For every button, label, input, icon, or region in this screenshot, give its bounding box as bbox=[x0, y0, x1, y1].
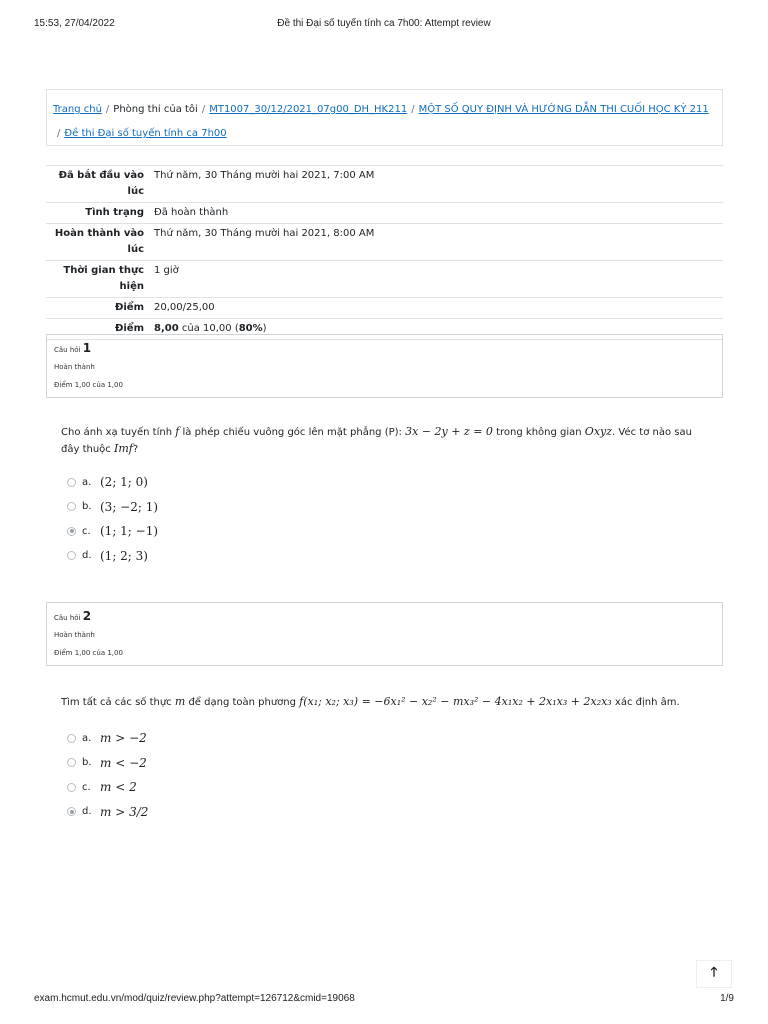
question-number: 2 bbox=[82, 609, 92, 623]
answer-letter: b. bbox=[82, 757, 92, 769]
arrow-up-icon: 🡑 bbox=[710, 964, 718, 979]
grade-score: 8,00 bbox=[154, 323, 179, 334]
answer-list-1 bbox=[67, 470, 667, 568]
summary-value: Đã hoàn thành bbox=[150, 203, 723, 224]
question-text-segment: . Véc tơ nào sau đây thuộc bbox=[61, 427, 692, 455]
attempt-summary-table bbox=[46, 165, 723, 340]
question-text-segment: xác định âm. bbox=[611, 697, 680, 708]
summary-label: Đã bắt đầu vào lúc bbox=[46, 166, 150, 203]
question-number: 1 bbox=[82, 341, 92, 355]
breadcrumb-home-link[interactable]: Trang chủ bbox=[53, 104, 102, 115]
answer-letter: a. bbox=[82, 476, 92, 488]
math-expression: f bbox=[175, 425, 180, 438]
radio-button[interactable] bbox=[67, 758, 76, 767]
breadcrumb-course-link[interactable]: MT1007_30/12/2021_07g00_DH_HK211 bbox=[209, 104, 408, 115]
answer-letter: d. bbox=[82, 806, 92, 818]
print-header bbox=[34, 18, 734, 32]
answer-letter: c. bbox=[82, 525, 91, 537]
question-number-line bbox=[54, 340, 715, 358]
summary-row-marks bbox=[46, 298, 723, 319]
breadcrumb bbox=[46, 89, 723, 146]
print-url: exam.hcmut.edu.vn/mod/quiz/review.php?attempt=126712&cmid=19068 bbox=[34, 993, 355, 1004]
question-grade: Điểm 1,00 của 1,00 bbox=[54, 381, 123, 389]
question-text-segment: Cho ánh xạ tuyến tính bbox=[61, 427, 176, 438]
question-state: Hoàn thành bbox=[54, 631, 95, 639]
summary-row-started bbox=[46, 166, 723, 203]
answer-option[interactable] bbox=[67, 495, 667, 520]
summary-label: Điểm bbox=[46, 298, 150, 319]
answer-value: (3; −2; 1) bbox=[100, 499, 159, 514]
breadcrumb-separator: / bbox=[201, 104, 206, 115]
radio-button-selected[interactable] bbox=[67, 807, 76, 816]
answer-value: m < 2 bbox=[100, 780, 137, 795]
grade-close: ) bbox=[262, 323, 267, 334]
summary-value: 20,00/25,00 bbox=[150, 298, 723, 319]
print-page-number: 1/9 bbox=[720, 993, 734, 1004]
summary-label: Hoàn thành vào lúc bbox=[46, 224, 150, 261]
question-text-segment: Tìm tất cả các số thực bbox=[61, 697, 175, 708]
question-text-segment: để dạng toàn phương bbox=[185, 697, 300, 708]
radio-button-selected[interactable] bbox=[67, 527, 76, 536]
print-datetime: 15:53, 27/04/2022 bbox=[34, 18, 115, 29]
answer-value: m < −2 bbox=[100, 755, 147, 770]
answer-letter: b. bbox=[82, 501, 92, 513]
question-prefix: Câu hỏi bbox=[54, 614, 81, 622]
answer-option[interactable] bbox=[67, 726, 667, 751]
breadcrumb-separator: / bbox=[57, 128, 61, 139]
summary-label: Tình trạng bbox=[46, 203, 150, 224]
answer-option[interactable] bbox=[67, 519, 667, 544]
summary-row-completed bbox=[46, 224, 723, 261]
math-expression: f(x₁; x₂; x₃) = −6x₁² − x₂² − mx₃² − 4x₁x₂ + 2x₁x₃ + 2x₂x₃ bbox=[299, 695, 612, 708]
question-grade: Điểm 1,00 của 1,00 bbox=[54, 649, 123, 657]
answer-option[interactable] bbox=[67, 775, 667, 800]
question-text-2 bbox=[61, 694, 711, 711]
print-page-title: Đề thi Đại số tuyến tính ca 7h00: Attempt review bbox=[277, 18, 491, 29]
radio-button[interactable] bbox=[67, 734, 76, 743]
answer-letter: d. bbox=[82, 550, 92, 562]
answer-letter: a. bbox=[82, 732, 92, 744]
answer-value: m > 3/2 bbox=[100, 804, 149, 819]
grade-out-of: của 10,00 ( bbox=[178, 323, 239, 334]
question-text-segment: là phép chiếu vuông góc lên mặt phẳng (P): bbox=[179, 427, 406, 438]
answer-option[interactable] bbox=[67, 470, 667, 495]
question-prefix: Câu hỏi bbox=[54, 346, 81, 354]
question-info-1 bbox=[46, 334, 723, 398]
answer-value: (1; 2; 3) bbox=[100, 548, 148, 563]
question-number-line bbox=[54, 608, 715, 626]
question-state: Hoàn thành bbox=[54, 363, 95, 371]
breadcrumb-quiz-link[interactable]: Đề thi Đại số tuyến tính ca 7h00 bbox=[64, 128, 227, 139]
answer-option[interactable] bbox=[67, 544, 667, 569]
breadcrumb-section-link[interactable]: MỘT SỐ QUY ĐỊNH VÀ HƯỚNG DẪN THI CUỐI HỌC KỲ 211 bbox=[418, 104, 709, 115]
question-text-segment: trong không gian bbox=[492, 427, 585, 438]
answer-option[interactable] bbox=[67, 751, 667, 776]
math-expression: Imf bbox=[113, 442, 133, 455]
breadcrumb-my-exams: Phòng thi của tôi bbox=[113, 104, 198, 115]
back-to-top-button[interactable] bbox=[696, 960, 732, 988]
answer-letter: c. bbox=[82, 781, 91, 793]
math-expression: 3x − 2y + z = 0 bbox=[405, 425, 493, 438]
answer-value: m > −2 bbox=[100, 731, 147, 746]
math-expression: Oxyz bbox=[584, 425, 613, 438]
summary-label: Điểm bbox=[46, 319, 150, 340]
answer-list-2 bbox=[67, 726, 667, 824]
summary-value: Thứ năm, 30 Tháng mười hai 2021, 7:00 AM bbox=[150, 166, 723, 203]
radio-button[interactable] bbox=[67, 783, 76, 792]
summary-label: Thời gian thực hiện bbox=[46, 261, 150, 298]
answer-value: (2; 1; 0) bbox=[100, 475, 148, 490]
radio-button[interactable] bbox=[67, 478, 76, 487]
breadcrumb-separator: / bbox=[105, 104, 110, 115]
summary-value: Thứ năm, 30 Tháng mười hai 2021, 8:00 AM bbox=[150, 224, 723, 261]
question-text-segment: ? bbox=[132, 444, 139, 455]
answer-option[interactable] bbox=[67, 800, 667, 825]
question-text-1 bbox=[61, 424, 711, 458]
grade-percent: 80% bbox=[238, 323, 263, 334]
print-footer bbox=[34, 993, 734, 1007]
answer-value: (1; 1; −1) bbox=[100, 524, 159, 539]
question-info-2 bbox=[46, 602, 723, 666]
radio-button[interactable] bbox=[67, 502, 76, 511]
breadcrumb-separator: / bbox=[411, 104, 415, 115]
radio-button[interactable] bbox=[67, 551, 76, 560]
summary-row-time-taken bbox=[46, 261, 723, 298]
summary-row-state bbox=[46, 203, 723, 224]
summary-value: 1 giờ bbox=[150, 261, 723, 298]
math-expression: m bbox=[174, 695, 186, 708]
